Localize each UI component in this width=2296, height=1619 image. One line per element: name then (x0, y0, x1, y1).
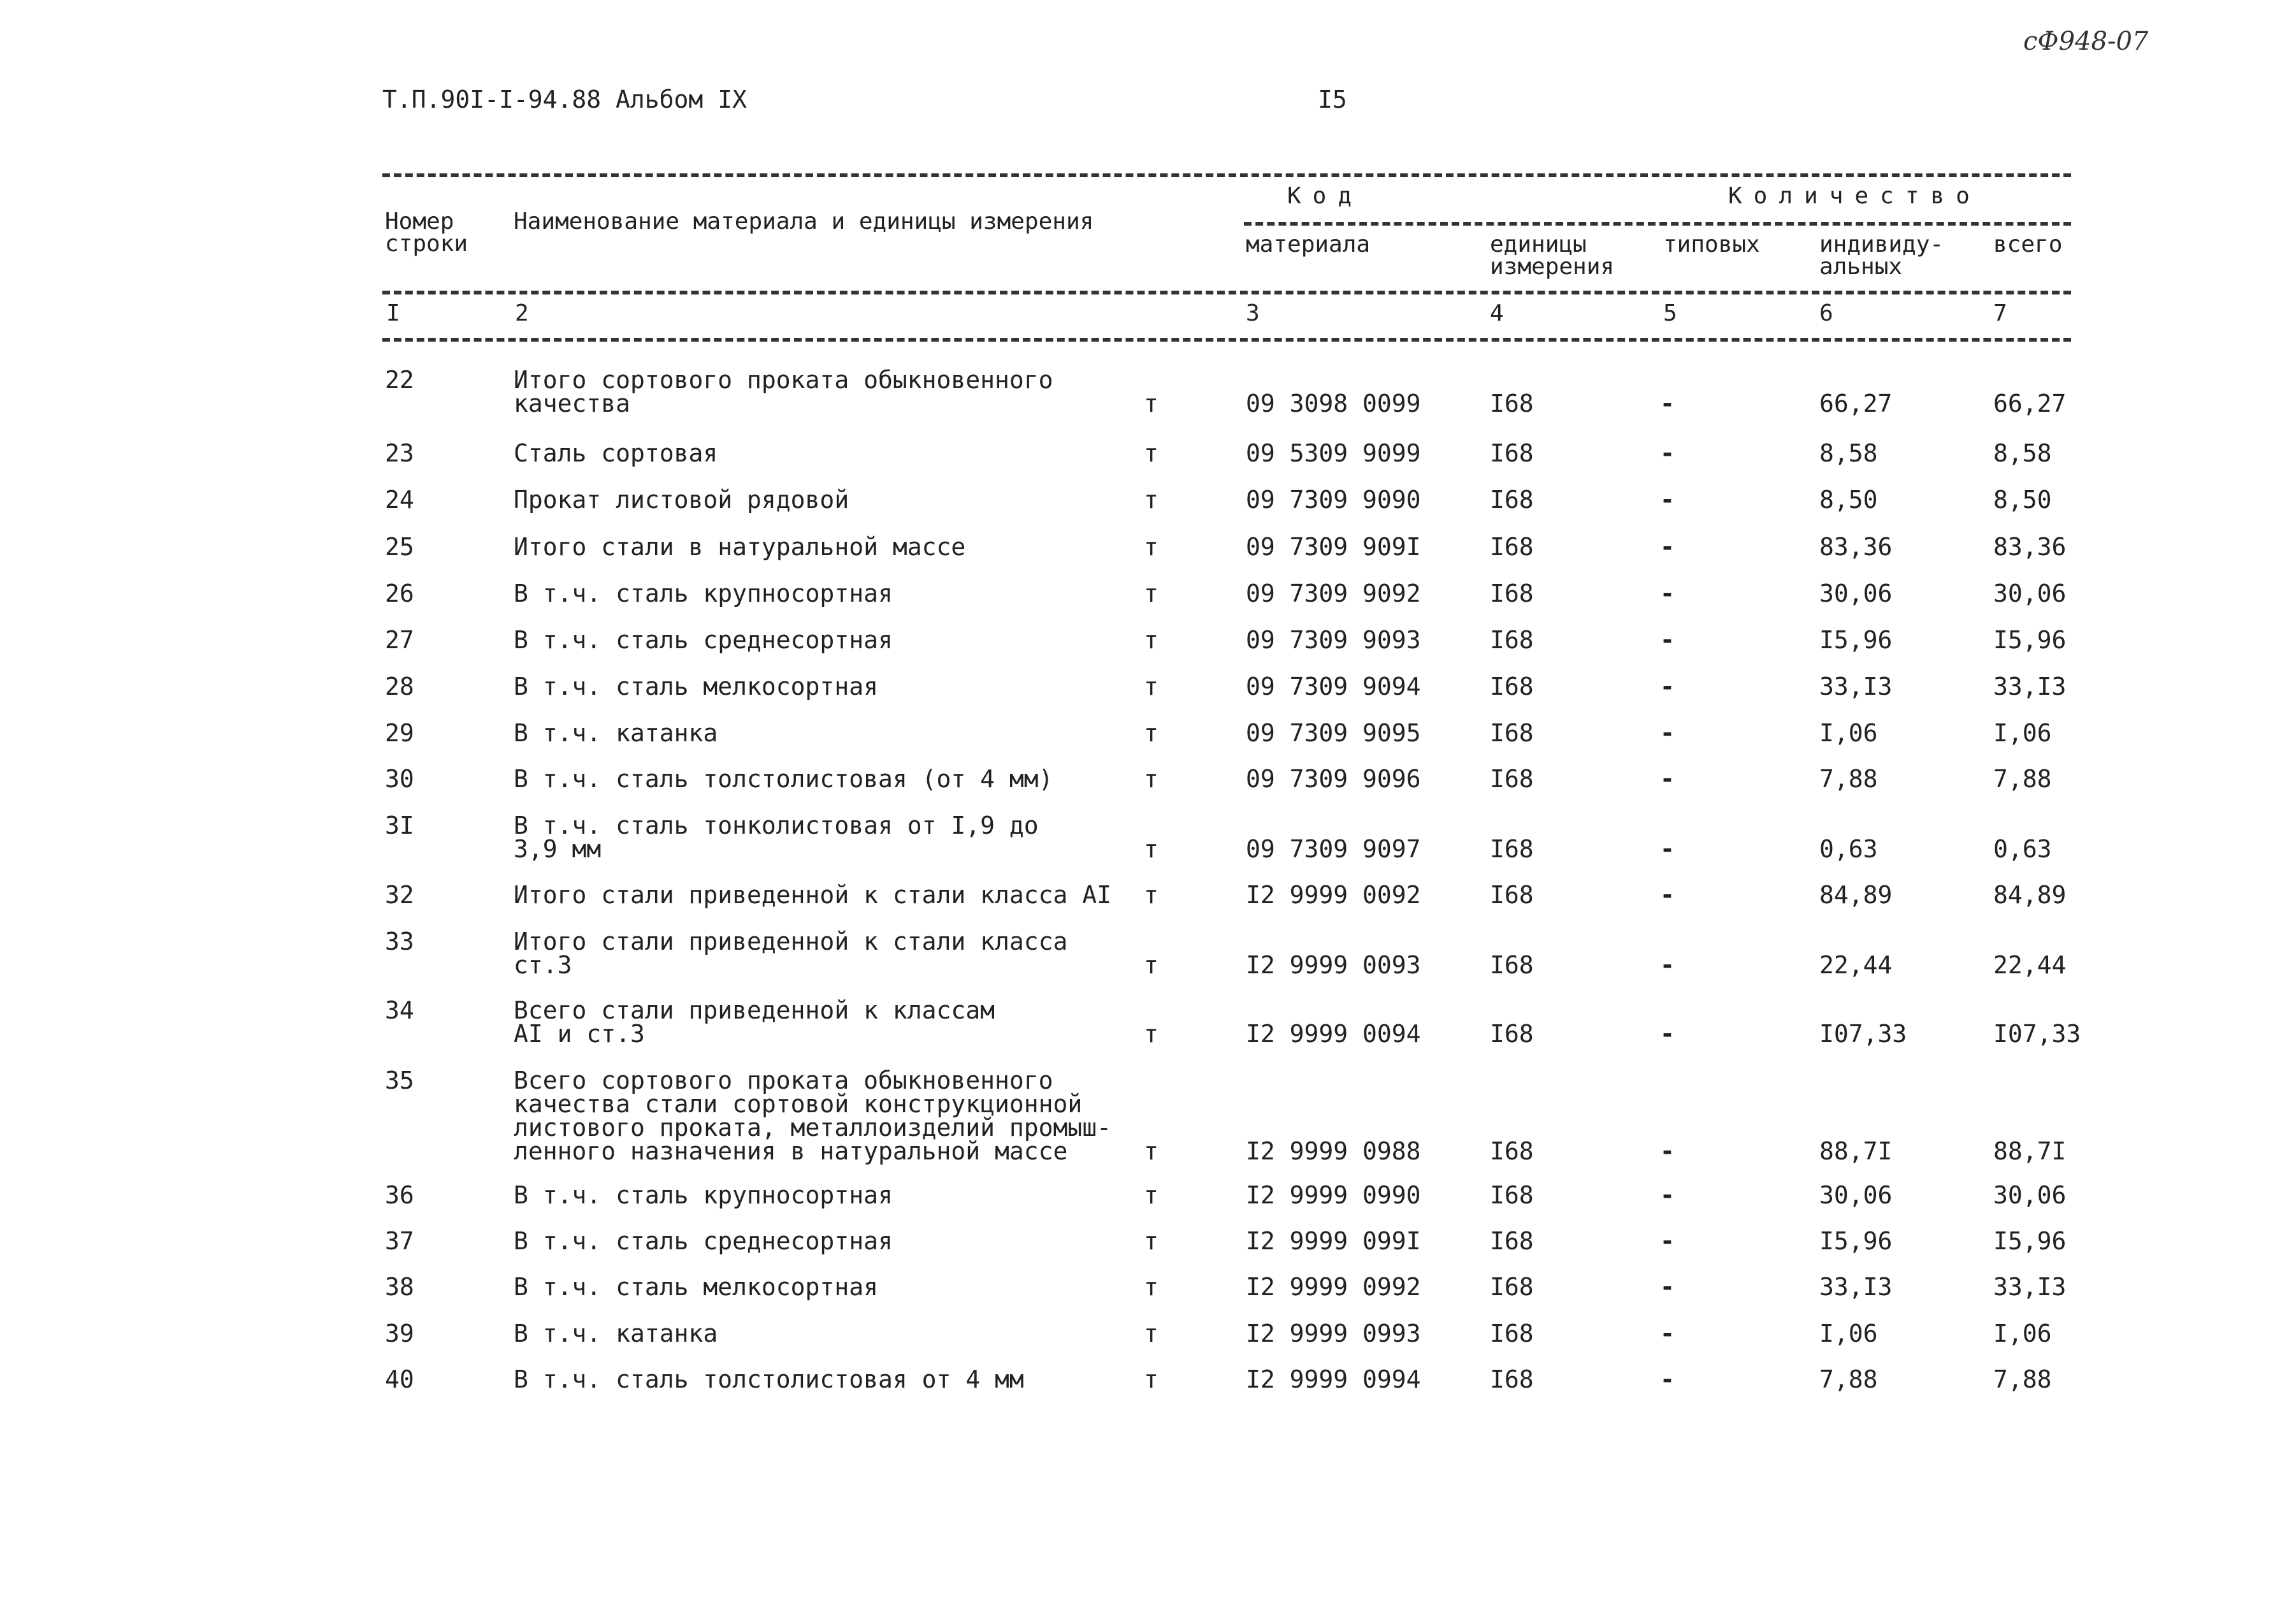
typical-qty: - (1660, 1137, 1675, 1165)
material-code: 09 5309 9099 (1246, 439, 1421, 467)
col-header-row-number: Номер строки (385, 208, 468, 257)
total-qty: 33,I3 (1993, 1273, 2067, 1301)
material-name: В т.ч. сталь крупносортная (514, 1181, 893, 1209)
col-header-unit: единицы измерения (1490, 231, 1615, 280)
individual-qty: I,06 (1819, 719, 1878, 747)
unit-abbr: т (1144, 439, 1159, 467)
row-number: 36 (385, 1181, 414, 1209)
typical-qty: - (1660, 439, 1675, 467)
individual-qty: I5,96 (1819, 1227, 1893, 1255)
col-number-1: I (386, 300, 400, 326)
unit-code: I68 (1490, 881, 1534, 909)
total-qty: 7,88 (1993, 765, 2052, 793)
typical-qty: - (1660, 719, 1675, 747)
row-number: 39 (385, 1319, 414, 1347)
unit-abbr: т (1144, 835, 1159, 863)
typical-qty: - (1660, 1227, 1675, 1255)
row-number: 25 (385, 533, 414, 561)
row-number: 38 (385, 1273, 414, 1301)
total-qty: 8,50 (1993, 486, 2052, 514)
material-code: I2 9999 0093 (1246, 951, 1421, 979)
individual-qty: 7,88 (1819, 1365, 1878, 1393)
row-number: 33 (385, 927, 414, 955)
col-number-7: 7 (1993, 300, 2007, 326)
unit-abbr: т (1144, 1319, 1159, 1347)
material-code: I2 9999 0993 (1246, 1319, 1421, 1347)
unit-code: I68 (1490, 1319, 1534, 1347)
material-code: I2 9999 0992 (1246, 1273, 1421, 1301)
unit-code: I68 (1490, 719, 1534, 747)
individual-qty: 84,89 (1819, 881, 1893, 909)
total-qty: 30,06 (1993, 579, 2067, 607)
unit-abbr: т (1144, 881, 1159, 909)
unit-code: I68 (1490, 1273, 1534, 1301)
unit-code: I68 (1490, 389, 1534, 417)
material-code: 09 7309 9095 (1246, 719, 1421, 747)
total-qty: 88,7I (1993, 1137, 2067, 1165)
total-qty: 33,I3 (1993, 672, 2067, 701)
unit-code: I68 (1490, 533, 1534, 561)
typical-qty: - (1660, 881, 1675, 909)
material-name: В т.ч. сталь среднесортная (514, 626, 893, 654)
material-name: Итого сортового проката обыкновенного качества (514, 366, 1053, 417)
row-number: 37 (385, 1227, 414, 1255)
total-qty: 0,63 (1993, 835, 2052, 863)
material-code: 09 7309 9094 (1246, 672, 1421, 701)
row-number: 34 (385, 996, 414, 1024)
material-name: В т.ч. сталь мелкосортная (514, 672, 878, 701)
row-number: 28 (385, 672, 414, 701)
total-qty: 8,58 (1993, 439, 2052, 467)
typical-qty: - (1660, 672, 1675, 701)
material-code: I2 9999 0990 (1246, 1181, 1421, 1209)
total-qty: I5,96 (1993, 626, 2067, 654)
total-qty: 22,44 (1993, 951, 2067, 979)
material-code: 09 7309 9092 (1246, 579, 1421, 607)
unit-code: I68 (1490, 486, 1534, 514)
total-qty: 83,36 (1993, 533, 2067, 561)
individual-qty: I5,96 (1819, 626, 1893, 654)
material-name: В т.ч. сталь толстолистовая от 4 мм (514, 1365, 1024, 1393)
individual-qty: I07,33 (1819, 1020, 1907, 1048)
typical-qty: - (1660, 389, 1675, 417)
individual-qty: 0,63 (1819, 835, 1878, 863)
material-code: 09 7309 9090 (1246, 486, 1421, 514)
row-number: 32 (385, 881, 414, 909)
material-code: I2 9999 099I (1246, 1227, 1421, 1255)
material-name: Сталь сортовая (514, 439, 718, 467)
page-number: I5 (1318, 85, 1347, 113)
col-header-name: Наименование материала и единицы измерения (514, 208, 1094, 235)
col-header-code-group: Код (1287, 183, 1364, 209)
total-qty: I07,33 (1993, 1020, 2081, 1048)
typical-qty: - (1660, 1365, 1675, 1393)
unit-code: I68 (1490, 1365, 1534, 1393)
material-code: I2 9999 0988 (1246, 1137, 1421, 1165)
unit-abbr: т (1144, 1181, 1159, 1209)
unit-code: I68 (1490, 672, 1534, 701)
col-number-5: 5 (1663, 300, 1677, 326)
total-qty: 84,89 (1993, 881, 2067, 909)
material-name: В т.ч. сталь крупносортная (514, 579, 893, 607)
typical-qty: - (1660, 1181, 1675, 1209)
individual-qty: 22,44 (1819, 951, 1893, 979)
col-number-4: 4 (1490, 300, 1504, 326)
col-number-3: 3 (1246, 300, 1260, 326)
material-code: 09 7309 909I (1246, 533, 1421, 561)
col-header-quantity-group: Количество (1728, 183, 1981, 209)
typical-qty: - (1660, 626, 1675, 654)
unit-abbr: т (1144, 486, 1159, 514)
unit-abbr: т (1144, 1137, 1159, 1165)
row-number: 3I (385, 811, 414, 839)
unit-abbr: т (1144, 626, 1159, 654)
individual-qty: 8,50 (1819, 486, 1878, 514)
material-code: I2 9999 0092 (1246, 881, 1421, 909)
total-qty: 66,27 (1993, 389, 2067, 417)
unit-code: I68 (1490, 626, 1534, 654)
col-header-material: материала (1246, 231, 1371, 258)
material-name: Всего стали приведенной к классам АI и ст.3 (514, 996, 995, 1048)
individual-qty: 33,I3 (1819, 1273, 1893, 1301)
unit-code: I68 (1490, 951, 1534, 979)
header-bottom-rule (382, 338, 2071, 342)
col-number-2: 2 (515, 300, 529, 326)
typical-qty: - (1660, 951, 1675, 979)
typical-qty: - (1660, 1020, 1675, 1048)
unit-abbr: т (1144, 765, 1159, 793)
typical-qty: - (1660, 1319, 1675, 1347)
material-code: I2 9999 0994 (1246, 1365, 1421, 1393)
header-numbers-rule (382, 291, 2071, 294)
material-code: 09 7309 9096 (1246, 765, 1421, 793)
row-number: 35 (385, 1066, 414, 1094)
material-name: В т.ч. сталь толстолистовая (от 4 мм) (514, 765, 1053, 793)
unit-code: I68 (1490, 1137, 1534, 1165)
unit-abbr: т (1144, 1273, 1159, 1301)
material-name: В т.ч. сталь мелкосортная (514, 1273, 878, 1301)
typical-qty: - (1660, 486, 1675, 514)
col-number-6: 6 (1819, 300, 1833, 326)
individual-qty: 66,27 (1819, 389, 1893, 417)
typical-qty: - (1660, 579, 1675, 607)
material-code: 09 3098 0099 (1246, 389, 1421, 417)
unit-abbr: т (1144, 1020, 1159, 1048)
row-number: 26 (385, 579, 414, 607)
row-number: 27 (385, 626, 414, 654)
material-name: В т.ч. катанка (514, 719, 718, 747)
header-mid-rule (1244, 222, 2071, 226)
typical-qty: - (1660, 765, 1675, 793)
unit-code: I68 (1490, 439, 1534, 467)
material-code: 09 7309 9093 (1246, 626, 1421, 654)
individual-qty: 33,I3 (1819, 672, 1893, 701)
unit-abbr: т (1144, 579, 1159, 607)
material-name: Итого стали приведенной к стали класса ст.3 (514, 927, 1068, 979)
unit-abbr: т (1144, 951, 1159, 979)
row-number: 22 (385, 366, 414, 394)
individual-qty: 30,06 (1819, 579, 1893, 607)
material-name: Всего сортового проката обыкновенного качества стали сортовой конструкционной листового проката, металлоизделий промыш- ленного назначения в натуральной массе (514, 1066, 1111, 1165)
total-qty: 30,06 (1993, 1181, 2067, 1209)
row-number: 30 (385, 765, 414, 793)
unit-code: I68 (1490, 579, 1534, 607)
material-code: I2 9999 0094 (1246, 1020, 1421, 1048)
material-name: Итого стали приведенной к стали класса АI (514, 881, 1111, 909)
individual-qty: 30,06 (1819, 1181, 1893, 1209)
material-name: В т.ч. сталь тонколистовая от I,9 до 3,9 мм (514, 811, 1039, 863)
unit-abbr: т (1144, 672, 1159, 701)
unit-abbr: т (1144, 389, 1159, 417)
unit-abbr: т (1144, 1365, 1159, 1393)
typical-qty: - (1660, 533, 1675, 561)
total-qty: I,06 (1993, 1319, 2052, 1347)
typical-qty: - (1660, 835, 1675, 863)
typical-qty: - (1660, 1273, 1675, 1301)
unit-abbr: т (1144, 1227, 1159, 1255)
individual-qty: I,06 (1819, 1319, 1878, 1347)
col-header-total: всего (1993, 231, 2063, 258)
unit-code: I68 (1490, 765, 1534, 793)
unit-abbr: т (1144, 719, 1159, 747)
unit-abbr: т (1144, 533, 1159, 561)
row-number: 29 (385, 719, 414, 747)
unit-code: I68 (1490, 1020, 1534, 1048)
material-code: 09 7309 9097 (1246, 835, 1421, 863)
archive-stamp: сФ948-07 (2023, 27, 2149, 56)
individual-qty: 88,7I (1819, 1137, 1893, 1165)
document-title: Т.П.90I-I-94.88 Альбом IX (382, 85, 747, 113)
material-name: В т.ч. катанка (514, 1319, 718, 1347)
row-number: 23 (385, 439, 414, 467)
total-qty: I,06 (1993, 719, 2052, 747)
total-qty: 7,88 (1993, 1365, 2052, 1393)
individual-qty: 8,58 (1819, 439, 1878, 467)
col-header-individual: индивиду- альных (1819, 231, 1944, 280)
material-name: В т.ч. сталь среднесортная (514, 1227, 893, 1255)
material-name: Итого стали в натуральной массе (514, 533, 966, 561)
unit-code: I68 (1490, 835, 1534, 863)
header-top-rule (382, 173, 2071, 177)
row-number: 40 (385, 1365, 414, 1393)
individual-qty: 7,88 (1819, 765, 1878, 793)
col-header-typical: типовых (1663, 231, 1760, 258)
individual-qty: 83,36 (1819, 533, 1893, 561)
unit-code: I68 (1490, 1181, 1534, 1209)
material-name: Прокат листовой рядовой (514, 486, 849, 514)
total-qty: I5,96 (1993, 1227, 2067, 1255)
unit-code: I68 (1490, 1227, 1534, 1255)
row-number: 24 (385, 486, 414, 514)
